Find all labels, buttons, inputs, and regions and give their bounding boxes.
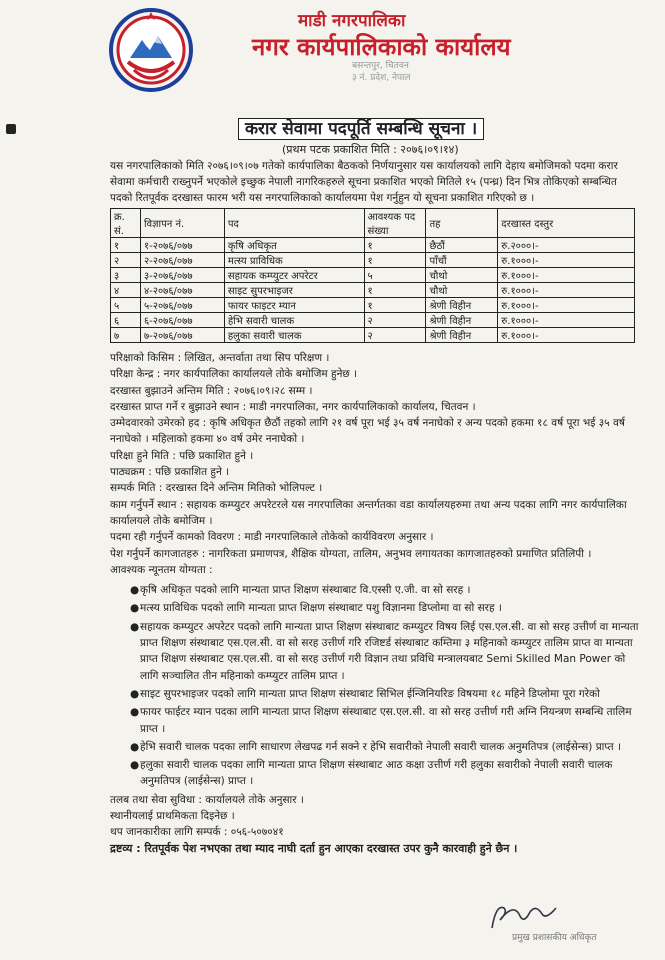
table-cell: ७ (111, 328, 141, 343)
detail-item: परिक्षाको किसिम : लिखित, अन्तर्वाता तथा सिप परिक्षण । (110, 352, 330, 364)
table-cell: पाँचौं (426, 253, 498, 268)
table-row (111, 253, 635, 268)
qualification-text: हलुका सवारी चालक पदका लागि मान्यता प्राप्त शिक्षण संस्थाबाट आठ कक्षा उत्तीर्ण गरी हलुका सवारीको नेपाली सवारी चालक अनुमतिपत्र (लाईसेन्स) प्राप्त । (140, 759, 613, 788)
table-cell: रु.१०००।- (498, 283, 635, 298)
table-cell: ३-२०७६/०७७ (140, 268, 224, 283)
bullet-icon: ● (130, 740, 140, 753)
table-row (111, 268, 635, 283)
detail-item: दरखास्त प्राप्त गर्ने र बुझाउने स्थान : माडी नगरपालिका, नगर कार्यपालिकाको कार्यालय, चितवन । (110, 400, 476, 413)
detail-item: काम गर्नुपर्ने स्थान : सहायक कम्प्युटर अपरेटरले यस नगरपालिका अन्तर्गतका वडा कार्यालयहरुमा तथा अन्य पदका लागि नगर कार्यपालिका कार्यालयले तोके बमोजिम । (110, 498, 627, 527)
qualification-text: मत्स्य प्राविधिक पदको लागि मान्यता प्राप्त शिक्षण संस्थाबाट पशु विज्ञानमा डिप्लोमा वा सो सरह । (140, 602, 502, 615)
detail-item: सम्पर्क मिति : दरखास्त दिने अन्तिम मितिको भोलिपल्ट । (110, 482, 323, 495)
bullet-icon: ● (130, 602, 140, 615)
table-cell: १ (364, 238, 426, 253)
table-cell: १ (364, 298, 426, 313)
office-name: नगर कार्यपालिकाको कार्यालय (252, 33, 511, 61)
table-cell: ७-२०७६/०७७ (140, 328, 224, 343)
notice-title: करार सेवामा पदपूर्ति सम्बन्धि सूचना । (238, 118, 484, 140)
col-header-sn: क्र. सं. (111, 209, 141, 238)
detail-item: परिक्षा हुने मिति : पछि प्रकाशित हुने । (110, 449, 254, 462)
table-cell: ४ (111, 283, 141, 298)
qualification-list (110, 582, 640, 790)
table-cell: श्रेणी विहीन (426, 313, 498, 328)
detail-item: पाठ्यक्रम : पछि प्रकाशित हुने । (110, 466, 230, 479)
table-cell: १ (364, 253, 426, 268)
table-cell: १ (364, 283, 426, 298)
table-cell: ५ (111, 298, 141, 313)
qualification-text: सहायक कम्प्युटर अपरेटर पदको लागि मान्यता प्राप्त शिक्षण संस्थाबाट कम्प्युटर विषय लिई एस.एल.सी. वा सो सरह उत्तीर्ण वा मान्यता प्राप्त शिक्षण संस्थाबाट एस.एल.सी. वा सो सरह उत्तीर्ण गरि रजिष्टर्ड संस्थाबाट कम्तिमा ३ महिनाको कम्प्युटर तालिम प्राप्त वा मान्यता प्राप्त शिक्षण संस्थाबाट एस.एल.सी. वा सो सरह उत्तीर्ण गरी विज्ञान तथा प्रविधि मन्त्रालयबाट Semi Skilled Man Power को लागि सञ्चालित तीन महिनाको कम्प्युटर तालिम प्राप्त । (140, 620, 639, 682)
detail-item: पदमा रही गर्नुपर्ने कामको विवरण : माडी नगरपालिकाले तोकेको कार्यविवरण अनुसार । (110, 531, 434, 544)
table-row (111, 238, 635, 253)
table-cell: रु.१०००।- (498, 253, 635, 268)
table-cell: रु.१०००।- (498, 313, 635, 328)
footer-item: स्थानीयलाई प्राथमिकता दिइनेछ । (110, 810, 235, 823)
qualification-text: हेभि सवारी चालक पदका लागि साधारण लेखपढ गर्न सक्ने र हेभि सवारीको नेपाली सवारी चालक अनुमतिपत्र (लाईसेन्स) प्राप्त । (140, 740, 621, 753)
table-cell: ५ (364, 268, 426, 283)
table-cell: २ (364, 313, 426, 328)
signature (486, 898, 566, 934)
list-item (110, 739, 640, 755)
table-cell: श्रेणी विहीन (426, 298, 498, 313)
table-cell: रु.१०००।- (498, 298, 635, 313)
footer-item: थप जानकारीका लागि सम्पर्क : ०५६-५०७०४१ (110, 826, 284, 839)
table-cell: श्रेणी विहीन (426, 328, 498, 343)
table-cell: कृषि अधिकृत (224, 238, 364, 253)
detail-item: उम्मेदवारको उमेरको हद : कृषि अधिकृत छैठौं तहको लागि २१ वर्ष पूरा भई ३५ वर्ष ननाघेको र अन्य पदको हकमा १८ वर्ष पूरा भई ३५ वर्ष ननाघेको । महिलाको हकमा ४० वर्ष उमेर ननाघेको । (110, 417, 625, 446)
table-row (111, 328, 635, 343)
publish-date: (प्रथम पटक प्रकाशित मिति : २०७६।०९।१४) (282, 143, 459, 156)
list-item (110, 686, 640, 702)
table-cell: हलुका सवारी चालक (224, 328, 364, 343)
list-item (110, 704, 640, 737)
list-item (110, 619, 640, 684)
list-item (110, 600, 640, 616)
table-cell: हेभि सवारी चालक (224, 313, 364, 328)
table-cell: ४-२०७६/०७७ (140, 283, 224, 298)
table-cell: साइट सुपरभाइजर (224, 283, 364, 298)
col-header-ad-no: विज्ञापन नं. (140, 209, 224, 238)
table-cell: छैठौं (426, 238, 498, 253)
table-cell: रु.२०००।- (498, 238, 635, 253)
qualification-text: फायर फाईटर म्यान पदका लागि मान्यता प्राप्त शिक्षण संस्थाबाट एस.एल.सी. वा सो सरह उत्तीर्ण गरी अग्नि नियन्त्रण सम्बन्धि तालिम प्राप्त । (140, 706, 632, 735)
col-header-level: तह (426, 209, 498, 238)
table-cell: १-२०७६/०७७ (140, 238, 224, 253)
signature-label: प्रमुख प्रशासकीय अधिकृत (512, 933, 597, 943)
notice-intro: यस नगरपालिकाको मिति २०७६।०९।०७ गतेको कार्यपालिका बैठकको निर्णयानुसार यस कार्यालयको लागि देहाय बमोजिमको पदमा करार सेवामा कर्मचारी राख्नुपर्ने भएकोले इच्छुक नेपाली नागरिकहरुले सूचना प्रकाशित भएको मितिले १५ (पन्ध्र) दिन भित्र तोकिएको सम्बन्धित पदको रितपूर्वक दरखास्त फारम भरी यस नगरपालिकाको कार्यालयमा पेश गर्नुहुन यो सूचना प्रकाशित गरिएको छ । (110, 160, 618, 204)
qualification-text: साइट सुपरभाइजर पदको लागि मान्यता प्राप्त शिक्षण संस्थाबाट सिभिल ईन्जिनियरिङ विषयमा १८ महिने डिप्लोमा पूरा गरेको (140, 687, 600, 700)
detail-item: दरखास्त बुझाउने अन्तिम मिति : २०७६।०९।२८ सम्म । (110, 384, 313, 397)
table-cell: रु.१०००।- (498, 268, 635, 283)
office-address: बसन्तपुर, चितवन ३ नं. प्रदेश, नेपाल (352, 61, 411, 83)
table-row (111, 283, 635, 298)
qualification-text: कृषि अधिकृत पदको लागि मान्यता प्राप्त शिक्षण संस्थाबाट वि.एस्सी ए.जी. वा सो सरह । (140, 584, 471, 597)
municipality-name: माडी नगरपालिका (298, 11, 406, 31)
table-cell: ६-२०७६/०७७ (140, 313, 224, 328)
table-row (111, 298, 635, 313)
bullet-icon: ● (130, 584, 140, 597)
detail-item: पेश गर्नुपर्ने कागजातहरु : नागरिकता प्रमाणपत्र, शैक्षिक योग्यता, तालिम, अनुभव लगायतका कागजातहरुको प्रमाणित प्रतिलिपी । (110, 547, 592, 560)
table-cell: चौथो (426, 283, 498, 298)
table-cell: सहायक कम्प्युटर अपरेटर (224, 268, 364, 283)
table-cell: चौथो (426, 268, 498, 283)
punch-mark (6, 124, 16, 134)
table-cell: २ (364, 328, 426, 343)
col-header-post: पद (224, 209, 364, 238)
table-cell: फायर फाइटर म्यान (224, 298, 364, 313)
notice-body (110, 350, 640, 857)
table-cell: १ (111, 238, 141, 253)
bullet-icon: ● (130, 759, 140, 772)
col-header-fee: दरखास्त दस्तुर (498, 209, 635, 238)
detail-item: आवश्यक न्यूनतम योग्यता : (110, 563, 213, 576)
table-cell: २ (111, 253, 141, 268)
table-header-row (111, 209, 635, 238)
footer-item: तलब तथा सेवा सुविधा : कार्यालयले तोके अनुसार । (110, 793, 304, 806)
col-header-count: आवश्यक पद संख्या (364, 209, 426, 238)
municipality-logo (108, 6, 194, 94)
note-text: द्रष्टव्य : रितपूर्वक पेश नभएका तथा म्याद नाघी दर्ता हुन आएका दरखास्त उपर कुनै कारवाही हुने छैन । (110, 841, 518, 855)
bullet-icon: ● (130, 620, 140, 633)
bullet-icon: ● (130, 687, 140, 700)
table-cell: ५-२०७६/०७७ (140, 298, 224, 313)
table-cell: ६ (111, 313, 141, 328)
table-row (111, 313, 635, 328)
table-cell: ३ (111, 268, 141, 283)
table-cell: २-२०७६/०७७ (140, 253, 224, 268)
list-item (110, 757, 640, 790)
table-cell: मत्स्य प्राविधिक (224, 253, 364, 268)
posts-table (110, 208, 635, 343)
list-item (110, 582, 640, 598)
detail-item: परिक्षा केन्द्र : नगर कार्यपालिका कार्यालयले तोके बमोजिम हुनेछ । (110, 368, 358, 381)
table-cell: रु.१०००।- (498, 328, 635, 343)
bullet-icon: ● (130, 706, 140, 719)
